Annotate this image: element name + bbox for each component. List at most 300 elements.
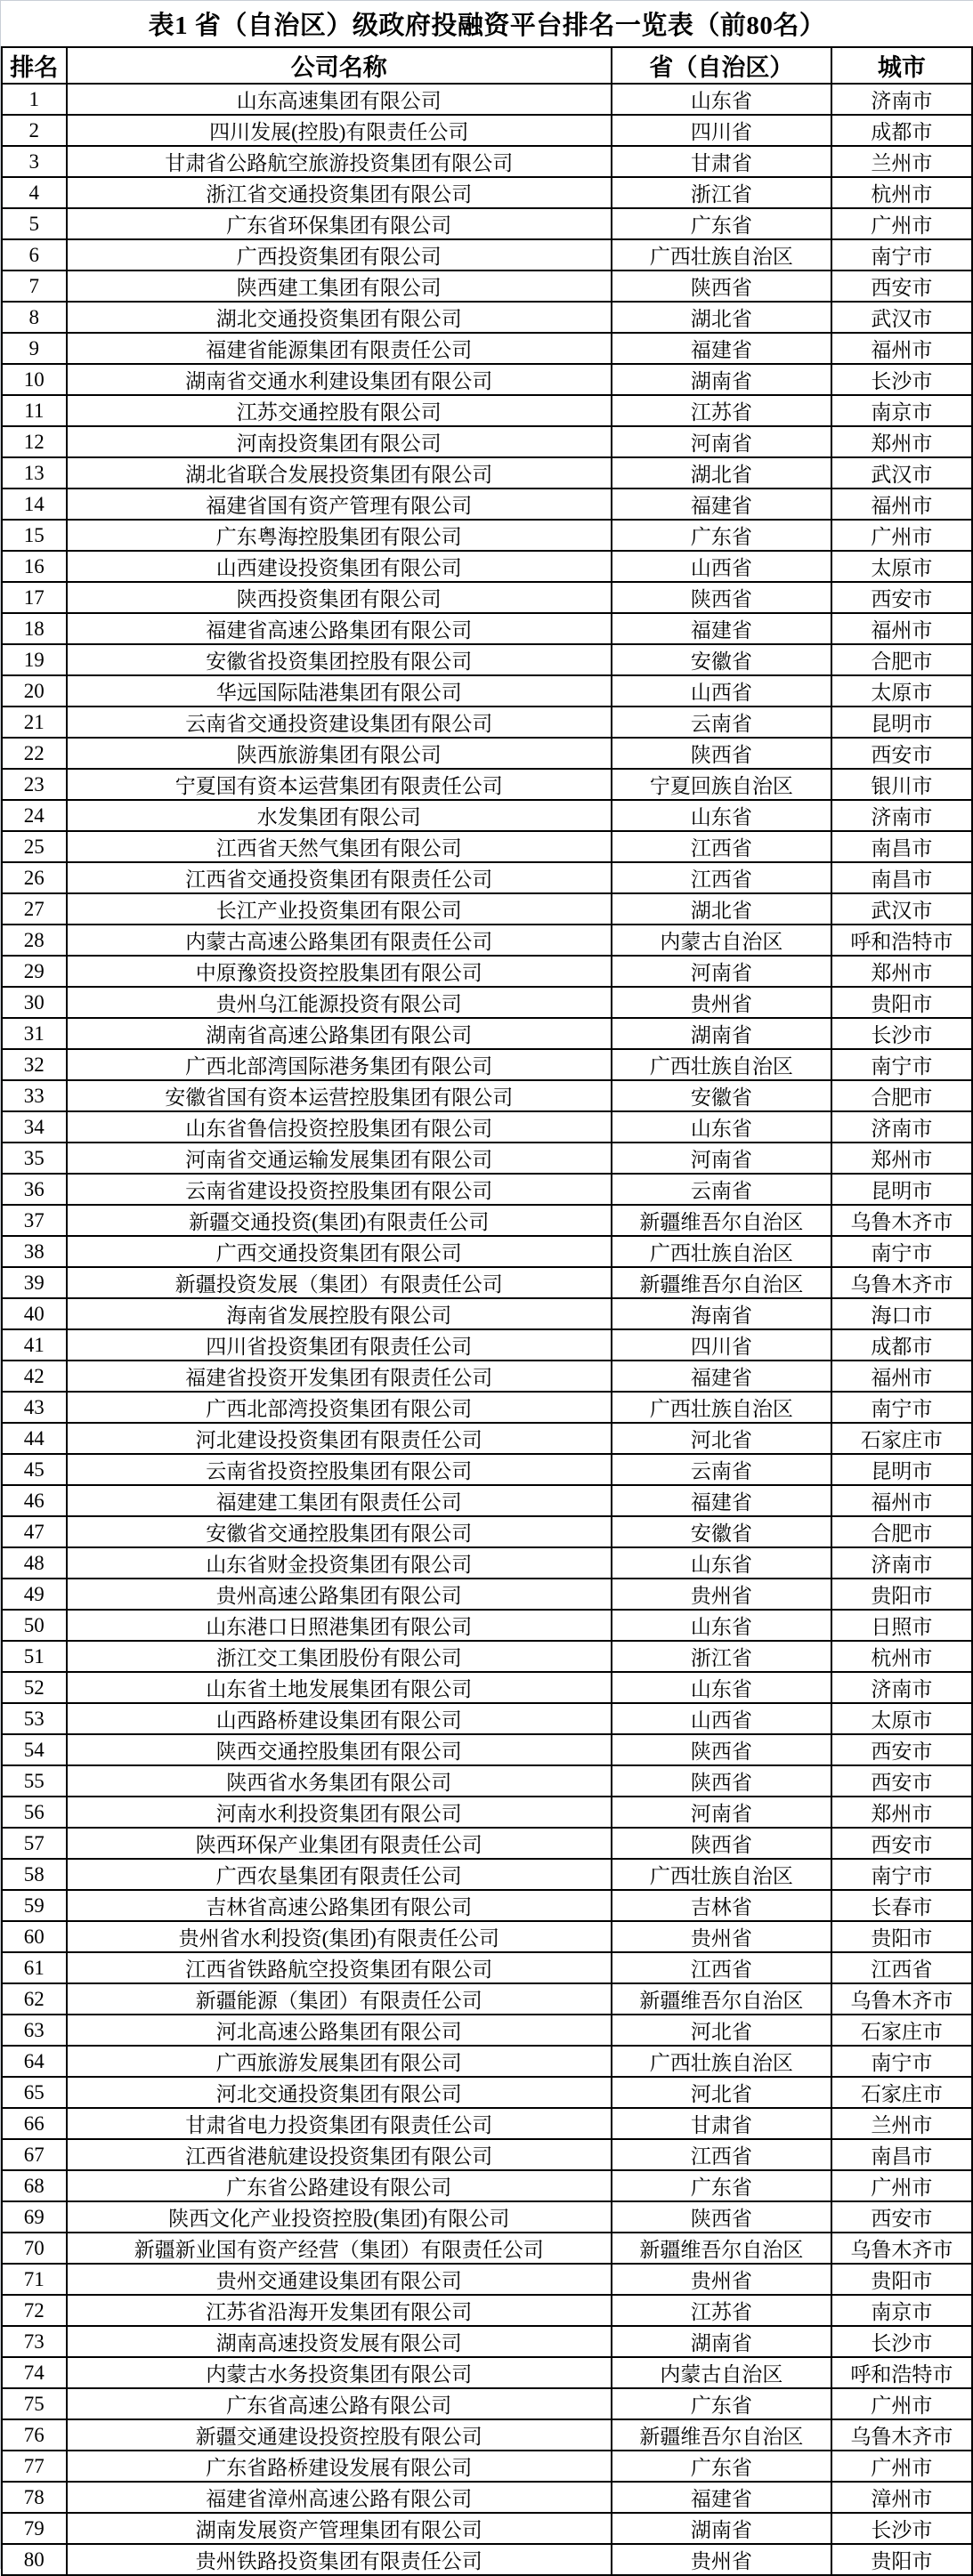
rank-cell: 76 [2,2419,67,2451]
rank-cell: 25 [2,831,67,862]
city-cell: 南昌市 [831,862,972,893]
rank-cell: 41 [2,1329,67,1361]
rank-cell: 10 [2,364,67,395]
company-cell: 福建省漳州高速公路有限公司 [67,2482,612,2513]
table-row [2,582,972,613]
company-cell: 云南省建设投资控股集团有限公司 [67,1174,612,1205]
province-cell: 河北省 [612,2077,831,2108]
city-cell: 太原市 [831,675,972,707]
rank-cell: 73 [2,2326,67,2357]
header-row [2,47,972,84]
company-cell: 广东省路桥建设发展有限公司 [67,2451,612,2482]
rank-cell: 2 [2,115,67,146]
province-cell: 福建省 [612,1361,831,1392]
company-cell: 安徽省交通控股集团有限公司 [67,1516,612,1547]
company-cell: 河南省交通运输发展集团有限公司 [67,1143,612,1174]
company-cell: 广西投资集团有限公司 [67,239,612,271]
company-cell: 山东省土地发展集团有限公司 [67,1672,612,1703]
company-cell: 甘肃省电力投资集团有限责任公司 [67,2108,612,2139]
province-cell: 广西壮族自治区 [612,1392,831,1423]
table-row [2,1080,972,1111]
rank-cell: 17 [2,582,67,613]
city-cell: 福州市 [831,613,972,644]
company-cell: 福建省国有资产管理有限公司 [67,489,612,520]
company-cell: 陕西旅游集团有限公司 [67,738,612,769]
province-cell: 陕西省 [612,1828,831,1859]
company-cell: 河北交通投资集团有限公司 [67,2077,612,2108]
city-cell: 乌鲁木齐市 [831,1267,972,1298]
city-cell: 南宁市 [831,1392,972,1423]
company-cell: 山东港口日照港集团有限公司 [67,1610,612,1641]
rank-cell: 47 [2,1516,67,1547]
company-cell: 江西省铁路航空投资集团有限公司 [67,1952,612,1983]
city-cell: 南京市 [831,2295,972,2326]
rank-cell: 29 [2,956,67,987]
city-cell: 南京市 [831,395,972,426]
city-cell: 南昌市 [831,831,972,862]
city-cell: 长沙市 [831,2326,972,2357]
province-cell: 安徽省 [612,644,831,675]
city-cell: 合肥市 [831,1080,972,1111]
company-cell: 海南省发展控股有限公司 [67,1298,612,1329]
table-row [2,2170,972,2201]
company-cell: 吉林省高速公路集团有限公司 [67,1890,612,1921]
table-row [2,1641,972,1672]
city-cell: 贵阳市 [831,987,972,1018]
city-cell: 海口市 [831,1298,972,1329]
table-row [2,489,972,520]
table-row [2,2108,972,2139]
rank-cell: 46 [2,1485,67,1516]
rank-cell: 40 [2,1298,67,1329]
rank-cell: 58 [2,1859,67,1890]
city-cell: 呼和浩特市 [831,2357,972,2388]
rank-cell: 32 [2,1049,67,1080]
rank-cell: 60 [2,1921,67,1952]
table-row [2,208,972,239]
rank-cell: 59 [2,1890,67,1921]
province-cell: 山西省 [612,551,831,582]
city-cell: 乌鲁木齐市 [831,2419,972,2451]
province-cell: 四川省 [612,115,831,146]
province-cell: 贵州省 [612,2264,831,2295]
province-cell: 江苏省 [612,395,831,426]
province-cell: 贵州省 [612,987,831,1018]
city-cell: 长沙市 [831,364,972,395]
city-cell: 广州市 [831,520,972,551]
province-cell: 福建省 [612,333,831,364]
province-cell: 湖北省 [612,302,831,333]
city-cell: 日照市 [831,1610,972,1641]
table-row [2,1392,972,1423]
city-cell: 广州市 [831,2170,972,2201]
province-cell: 陕西省 [612,738,831,769]
city-cell: 南宁市 [831,1859,972,1890]
company-cell: 河南水利投资集团有限公司 [67,1797,612,1828]
table-row [2,2201,972,2233]
company-cell: 贵州高速公路集团有限公司 [67,1579,612,1610]
company-cell: 湖南省交通水利建设集团有限公司 [67,364,612,395]
province-cell: 贵州省 [612,1921,831,1952]
rank-cell: 23 [2,769,67,800]
rank-cell: 35 [2,1143,67,1174]
city-cell: 广州市 [831,2451,972,2482]
province-cell: 广西壮族自治区 [612,2046,831,2077]
ranking-table [1,46,973,2576]
company-cell: 福建省投资开发集团有限责任公司 [67,1361,612,1392]
rank-cell: 12 [2,426,67,457]
company-cell: 安徽省国有资本运营控股集团有限公司 [67,1080,612,1111]
table-row [2,2451,972,2482]
rank-cell: 7 [2,271,67,302]
company-cell: 贵州乌江能源投资有限公司 [67,987,612,1018]
table-row [2,893,972,925]
city-cell: 昆明市 [831,1174,972,1205]
company-cell: 内蒙古高速公路集团有限责任公司 [67,925,612,956]
table-row [2,2139,972,2170]
province-cell: 云南省 [612,707,831,738]
company-cell: 湖南省高速公路集团有限公司 [67,1018,612,1049]
province-cell: 陕西省 [612,582,831,613]
city-cell: 南宁市 [831,2046,972,2077]
company-cell: 中原豫资投资控股集团有限公司 [67,956,612,987]
table-row [2,84,972,115]
table-row [2,1049,972,1080]
table-row [2,1174,972,1205]
province-cell: 新疆维吾尔自治区 [612,1205,831,1236]
city-cell: 济南市 [831,1547,972,1579]
rank-cell: 56 [2,1797,67,1828]
table-row [2,2046,972,2077]
city-cell: 合肥市 [831,644,972,675]
header-city: 城市 [831,47,972,84]
city-cell: 贵阳市 [831,1579,972,1610]
rank-cell: 33 [2,1080,67,1111]
city-cell: 贵阳市 [831,2264,972,2295]
city-cell: 漳州市 [831,2482,972,2513]
city-cell: 武汉市 [831,457,972,489]
province-cell: 广西壮族自治区 [612,1049,831,1080]
company-cell: 四川省投资集团有限责任公司 [67,1329,612,1361]
table-row [2,364,972,395]
rank-cell: 38 [2,1236,67,1267]
city-cell: 昆明市 [831,707,972,738]
rank-cell: 1 [2,84,67,115]
province-cell: 新疆维吾尔自治区 [612,1267,831,1298]
province-cell: 云南省 [612,1174,831,1205]
table-row [2,457,972,489]
city-cell: 济南市 [831,1111,972,1143]
table-row [2,1516,972,1547]
rank-cell: 9 [2,333,67,364]
province-cell: 福建省 [612,2482,831,2513]
city-cell: 银川市 [831,769,972,800]
city-cell: 江西省 [831,1952,972,1983]
province-cell: 浙江省 [612,1641,831,1672]
company-cell: 四川发展(控股)有限责任公司 [67,115,612,146]
rank-cell: 45 [2,1454,67,1485]
province-cell: 内蒙古自治区 [612,925,831,956]
table-row [2,1734,972,1765]
table-row [2,1859,972,1890]
rank-cell: 26 [2,862,67,893]
table-row [2,1143,972,1174]
rank-cell: 63 [2,2015,67,2046]
rank-cell: 67 [2,2139,67,2170]
company-cell: 浙江省交通投资集团有限公司 [67,177,612,208]
table-row [2,1921,972,1952]
company-cell: 陕西交通控股集团有限公司 [67,1734,612,1765]
city-cell: 南宁市 [831,1236,972,1267]
province-cell: 贵州省 [612,1579,831,1610]
province-cell: 福建省 [612,489,831,520]
table-row [2,1952,972,1983]
table-row [2,707,972,738]
rank-cell: 79 [2,2513,67,2544]
company-cell: 广东粤海控股集团有限公司 [67,520,612,551]
table-row [2,1703,972,1734]
province-cell: 江西省 [612,831,831,862]
company-cell: 广西农垦集团有限责任公司 [67,1859,612,1890]
city-cell: 西安市 [831,271,972,302]
province-cell: 广西壮族自治区 [612,239,831,271]
table-row [2,2326,972,2357]
city-cell: 昆明市 [831,1454,972,1485]
city-cell: 郑州市 [831,1797,972,1828]
rank-cell: 19 [2,644,67,675]
rank-cell: 22 [2,738,67,769]
province-cell: 江苏省 [612,2295,831,2326]
rank-cell: 72 [2,2295,67,2326]
rank-cell: 50 [2,1610,67,1641]
province-cell: 河南省 [612,1797,831,1828]
rank-cell: 77 [2,2451,67,2482]
rank-cell: 68 [2,2170,67,2201]
table-row [2,1111,972,1143]
rank-cell: 52 [2,1672,67,1703]
table-row [2,1236,972,1267]
city-cell: 济南市 [831,800,972,831]
rank-cell: 49 [2,1579,67,1610]
table-row [2,1485,972,1516]
table-row [2,2513,972,2544]
rank-cell: 5 [2,208,67,239]
city-cell: 南宁市 [831,239,972,271]
rank-cell: 8 [2,302,67,333]
province-cell: 新疆维吾尔自治区 [612,2233,831,2264]
city-cell: 石家庄市 [831,2015,972,2046]
table-row [2,239,972,271]
province-cell: 广西壮族自治区 [612,1236,831,1267]
company-cell: 水发集团有限公司 [67,800,612,831]
company-cell: 山东省财金投资集团有限公司 [67,1547,612,1579]
rank-cell: 36 [2,1174,67,1205]
city-cell: 广州市 [831,208,972,239]
table-row [2,1454,972,1485]
rank-cell: 42 [2,1361,67,1392]
rank-cell: 66 [2,2108,67,2139]
province-cell: 福建省 [612,613,831,644]
rank-cell: 48 [2,1547,67,1579]
table-row [2,2077,972,2108]
city-cell: 武汉市 [831,893,972,925]
table-row [2,831,972,862]
city-cell: 济南市 [831,84,972,115]
table-row [2,2295,972,2326]
rank-cell: 78 [2,2482,67,2513]
table-row [2,862,972,893]
province-cell: 湖北省 [612,457,831,489]
city-cell: 杭州市 [831,177,972,208]
company-cell: 江西省天然气集团有限公司 [67,831,612,862]
city-cell: 广州市 [831,2388,972,2419]
table-row [2,738,972,769]
table-row [2,2419,972,2451]
company-cell: 湖北省联合发展投资集团有限公司 [67,457,612,489]
city-cell: 郑州市 [831,426,972,457]
company-cell: 广西旅游发展集团有限公司 [67,2046,612,2077]
company-cell: 广东省公路建设有限公司 [67,2170,612,2201]
city-cell: 石家庄市 [831,2077,972,2108]
table-row [2,925,972,956]
table-row [2,769,972,800]
company-cell: 福建省能源集团有限责任公司 [67,333,612,364]
province-cell: 内蒙古自治区 [612,2357,831,2388]
company-cell: 贵州交通建设集团有限公司 [67,2264,612,2295]
province-cell: 福建省 [612,1485,831,1516]
company-cell: 陕西文化产业投资控股(集团)有限公司 [67,2201,612,2233]
city-cell: 福州市 [831,333,972,364]
city-cell: 贵阳市 [831,1921,972,1952]
table-row [2,520,972,551]
rank-cell: 44 [2,1423,67,1454]
company-cell: 新疆交通建设投资控股有限公司 [67,2419,612,2451]
table-row [2,987,972,1018]
table-body [2,84,972,2575]
company-cell: 云南省交通投资建设集团有限公司 [67,707,612,738]
table-row [2,1329,972,1361]
company-cell: 陕西环保产业集团有限责任公司 [67,1828,612,1859]
rank-cell: 4 [2,177,67,208]
rank-cell: 30 [2,987,67,1018]
company-cell: 陕西建工集团有限公司 [67,271,612,302]
province-cell: 河南省 [612,956,831,987]
rank-cell: 3 [2,146,67,177]
table-row [2,644,972,675]
company-cell: 新疆交通投资(集团)有限责任公司 [67,1205,612,1236]
company-cell: 江西省港航建设投资集团有限公司 [67,2139,612,2170]
table-row [2,1983,972,2015]
city-cell: 长春市 [831,1890,972,1921]
province-cell: 海南省 [612,1298,831,1329]
table-row [2,1547,972,1579]
company-cell: 广东省高速公路有限公司 [67,2388,612,2419]
rank-cell: 64 [2,2046,67,2077]
rank-cell: 13 [2,457,67,489]
rank-cell: 69 [2,2201,67,2233]
table-row [2,1423,972,1454]
table-row [2,2233,972,2264]
province-cell: 新疆维吾尔自治区 [612,1983,831,2015]
city-cell: 贵阳市 [831,2544,972,2575]
table-row [2,1267,972,1298]
rank-cell: 27 [2,893,67,925]
city-cell: 兰州市 [831,146,972,177]
table-row [2,115,972,146]
rank-cell: 18 [2,613,67,644]
province-cell: 云南省 [612,1454,831,1485]
company-cell: 新疆能源（集团）有限责任公司 [67,1983,612,2015]
city-cell: 西安市 [831,2201,972,2233]
rank-cell: 54 [2,1734,67,1765]
city-cell: 西安市 [831,1734,972,1765]
company-cell: 湖北交通投资集团有限公司 [67,302,612,333]
province-cell: 山东省 [612,84,831,115]
province-cell: 甘肃省 [612,2108,831,2139]
rank-cell: 43 [2,1392,67,1423]
company-cell: 河北高速公路集团有限公司 [67,2015,612,2046]
province-cell: 江西省 [612,2139,831,2170]
province-cell: 湖南省 [612,1018,831,1049]
province-cell: 广东省 [612,2451,831,2482]
rank-cell: 75 [2,2388,67,2419]
city-cell: 乌鲁木齐市 [831,1205,972,1236]
province-cell: 山东省 [612,1610,831,1641]
table-row [2,1298,972,1329]
city-cell: 成都市 [831,115,972,146]
province-cell: 山西省 [612,675,831,707]
company-cell: 湖南发展资产管理集团有限公司 [67,2513,612,2544]
city-cell: 南宁市 [831,1049,972,1080]
company-cell: 新疆投资发展（集团）有限责任公司 [67,1267,612,1298]
header-company: 公司名称 [67,47,612,84]
table-row [2,1018,972,1049]
province-cell: 湖南省 [612,2326,831,2357]
city-cell: 郑州市 [831,956,972,987]
company-cell: 河北建设投资集团有限责任公司 [67,1423,612,1454]
company-cell: 江苏交通控股有限公司 [67,395,612,426]
header-province: 省（自治区） [612,47,831,84]
province-cell: 陕西省 [612,1765,831,1797]
company-cell: 长江产业投资集团有限公司 [67,893,612,925]
company-cell: 宁夏国有资本运营集团有限责任公司 [67,769,612,800]
city-cell: 福州市 [831,1361,972,1392]
rank-cell: 14 [2,489,67,520]
province-cell: 甘肃省 [612,146,831,177]
rank-cell: 65 [2,2077,67,2108]
rank-cell: 71 [2,2264,67,2295]
rank-cell: 34 [2,1111,67,1143]
province-cell: 广东省 [612,208,831,239]
table-row [2,551,972,582]
page-title: 表1 省（自治区）级政府投融资平台排名一览表（前80名） [1,1,973,46]
province-cell: 河南省 [612,1143,831,1174]
table-row [2,146,972,177]
province-cell: 陕西省 [612,271,831,302]
rank-cell: 37 [2,1205,67,1236]
company-cell: 广西北部湾国际港务集团有限公司 [67,1049,612,1080]
province-cell: 河北省 [612,1423,831,1454]
table-row [2,1890,972,1921]
province-cell: 山东省 [612,800,831,831]
rank-cell: 39 [2,1267,67,1298]
table-row [2,1361,972,1392]
city-cell: 济南市 [831,1672,972,1703]
city-cell: 太原市 [831,1703,972,1734]
province-cell: 浙江省 [612,177,831,208]
company-cell: 山西路桥建设集团有限公司 [67,1703,612,1734]
city-cell: 长沙市 [831,2513,972,2544]
